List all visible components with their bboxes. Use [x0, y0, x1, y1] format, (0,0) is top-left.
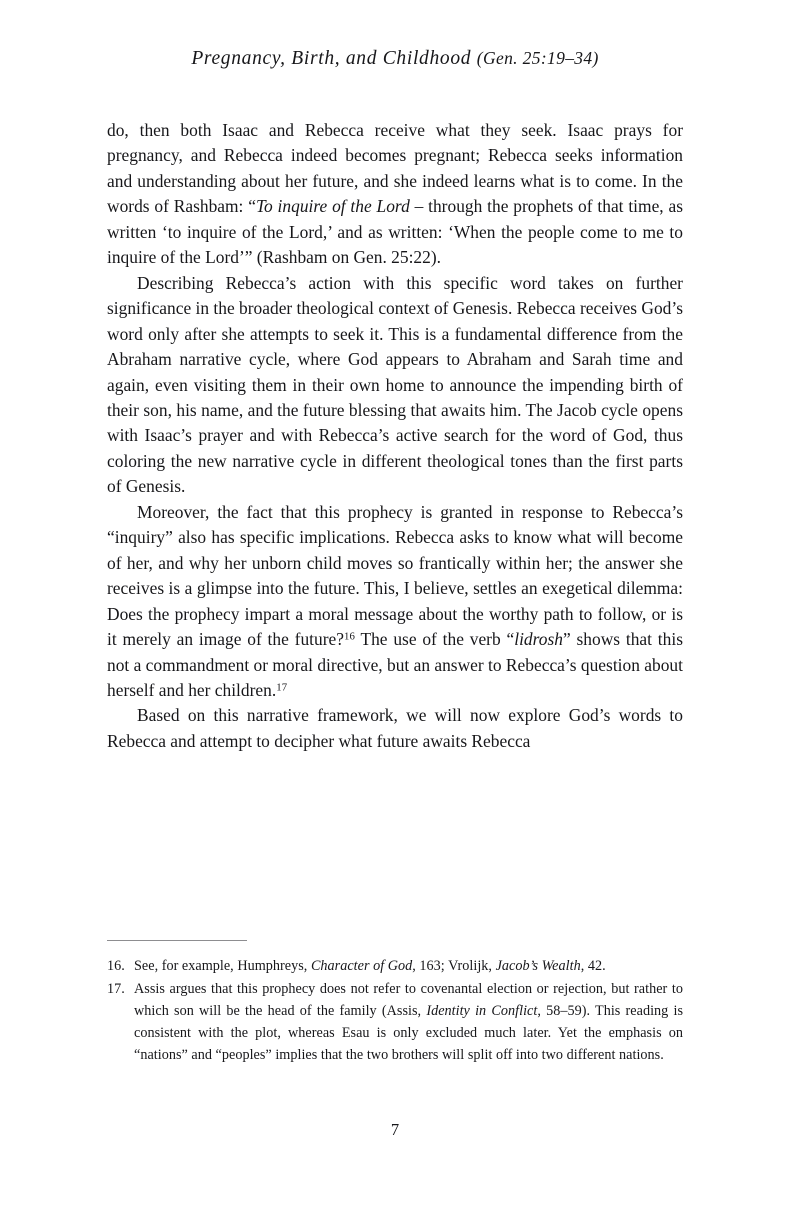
- running-head-title: Pregnancy, Birth, and Childhood: [191, 48, 472, 69]
- footnote-separator-rule: [107, 940, 247, 941]
- running-head: [107, 48, 683, 70]
- body-text: [107, 118, 683, 754]
- italic-run: Character of God: [310, 958, 413, 974]
- text-run: , 163; Vrolijk,: [412, 958, 496, 974]
- running-head-reference: (Gen. 25:19–34): [476, 48, 599, 68]
- text-run: , 42.: [580, 958, 606, 974]
- footnote-number: 16.: [107, 958, 125, 974]
- italic-run: To inquire of the Lord: [255, 196, 410, 217]
- text-run: See, for example, Humphreys,: [134, 958, 311, 974]
- body-paragraph: [107, 500, 683, 704]
- text-run: Moreover, the fact that this prophecy is granted in response to Rebecca’s “inquiry” also has specific implications. Rebecca asks to know what will become of her, and why her unborn child moves so frantically within her; the answer she receives is a glimpse into the future. This, I believe, settles an exegetical dilemma: Does the prophecy impart a moral message about the worthy path to follow, or is it merely an image of the future?: [107, 501, 683, 650]
- footnotes-section: [107, 940, 683, 1068]
- page-number: 7: [390, 1120, 400, 1139]
- footnote-text: [134, 958, 606, 974]
- italic-run: lidrosh: [514, 629, 563, 650]
- text-run: ” shows that this not a commandment or moral directive, but an answer to Rebecca’s question about herself and her children.: [107, 629, 683, 700]
- text-run: do, then both Isaac and Rebecca receive what they seek. Isaac prays for pregnancy, and Rebecca indeed becomes pregnant; Rebecca seeks information and understanding about her future, and she indeed learns what is to come. In the words of Rashbam: “: [107, 120, 683, 217]
- footnote-reference-marker[interactable]: 16: [344, 630, 355, 643]
- text-run: , 58–59). This reading is consistent with the plot, whereas Esau is only excluded much later. Yet the emphasis on “nations” and “peoples” implies that the two brothers will split off into two different nations.: [134, 1002, 684, 1063]
- italic-run: Jacob’s Wealth: [495, 958, 581, 974]
- footnote-number: 17.: [107, 980, 125, 997]
- footnote-list: [107, 956, 683, 1067]
- footnote-reference-marker[interactable]: 17: [276, 681, 288, 694]
- body-paragraph: [107, 118, 683, 271]
- footnote-item: [107, 956, 683, 978]
- body-paragraph: [107, 703, 683, 754]
- text-run: Assis argues that this prophecy does not refer to covenantal election or rejection, but rather to which son will be the head of the family (Assis,: [134, 980, 683, 1019]
- text-run: Describing Rebecca’s action with this specific word takes on further significance in the broader theological context of Genesis. Rebecca receives God’s word only after she attempts to seek it. This is a fundamental difference from the Abraham narrative cycle, where God appears to Abraham and Sarah time and again, even visiting them in their own home to announce the impending birth of their son, his name, and the future blessing that awaits him. The Jacob cycle opens with Isaac’s prayer and with Rebecca’s active search for the word of God, thus coloring the new narrative cycle in different theological tones than the first parts of Genesis.: [107, 272, 683, 497]
- text-run: – through the prophets of that time, as written ‘to inquire of the Lord,’ and as written: ‘When the people come to me to inquire of the Lord’” (Rashbam on Gen. 25:22).: [107, 196, 683, 268]
- italic-run: Identity in Conflict: [426, 1002, 538, 1019]
- footnote-text: [134, 981, 683, 1063]
- footnote-item: [107, 979, 683, 1067]
- text-run: Based on this narrative framework, we will now explore God’s words to Rebecca and attempt to decipher what future awaits Rebecca: [107, 705, 683, 751]
- text-run: The use of the verb “: [354, 629, 515, 650]
- body-paragraph: [107, 271, 683, 500]
